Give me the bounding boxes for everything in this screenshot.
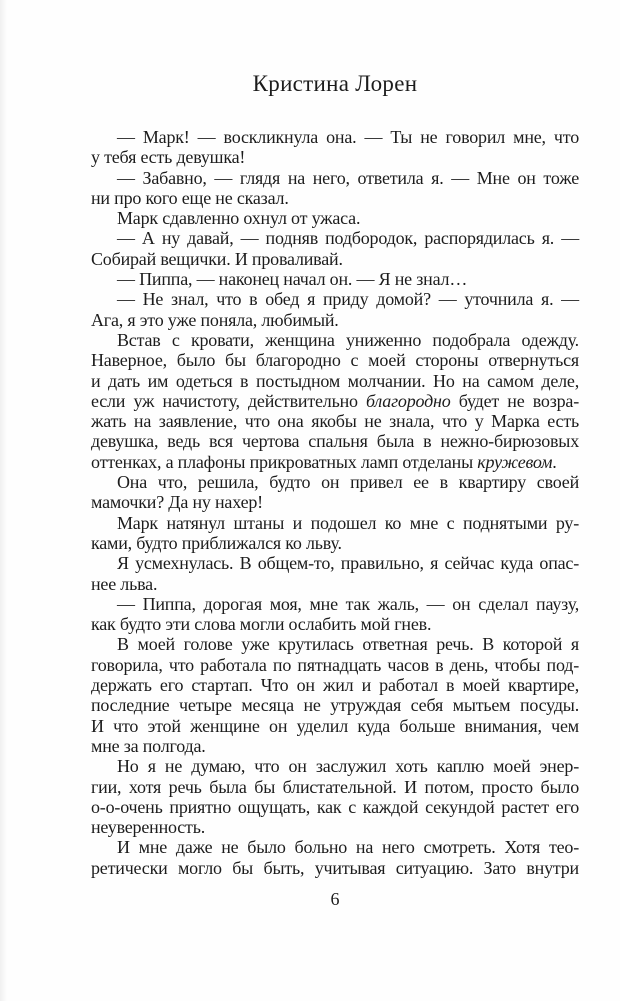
- paragraph: [91, 289, 579, 330]
- text-line: Марк сдавленно охнул от ужаса.: [117, 208, 361, 229]
- text-line: Собирай вещички. И проваливай.: [91, 248, 343, 269]
- paragraph: [91, 208, 579, 228]
- paragraph: [91, 634, 579, 756]
- paragraph: [91, 127, 579, 168]
- text-line: держать его стартап. Что он жил и работал в моей квартире,: [91, 675, 579, 696]
- text-line: у тебя есть девушка!: [91, 147, 246, 168]
- text-line: последние четыре месяца не утруждая себя мытьем посуды.: [91, 695, 579, 716]
- text-line: ни про кого еще не сказал.: [91, 187, 289, 208]
- text-line: говорила, что работала по пятнадцать часов в день, чтобы под-: [91, 654, 579, 675]
- paragraph: [91, 513, 579, 554]
- text-line: Встав с кровати, женщина униженно подобрала одежду.: [117, 329, 579, 350]
- text-line: жать на заявление, что она якобы не знала, что у Марка есть: [91, 411, 579, 432]
- text-line: — Забавно, — глядя на него, ответила я. — Мне он тоже: [117, 167, 579, 188]
- paragraph: [91, 553, 579, 594]
- text-line: девушка, ведь вся чертова спальня была в нежно-бирюзовых: [91, 431, 579, 452]
- text-line: И мне даже не было больно на него смотреть. Хотя тео-: [117, 837, 579, 858]
- text-line: мамочки? Да ну нахер!: [91, 492, 263, 513]
- text-line: В моей голове уже крутилась ответная речь. В которой я: [117, 634, 579, 655]
- text-line: Но я не думаю, что он заслужил хоть каплю моей энер-: [117, 756, 579, 777]
- text-line: гии, хотя речь была бы блистательной. И потом, просто было: [91, 776, 579, 797]
- text-line: неуверенность.: [91, 817, 206, 838]
- text-line: как будто эти слова могли ослабить мой гнев.: [91, 614, 432, 635]
- paragraph: [91, 594, 579, 635]
- text-line: мне за полгода.: [91, 735, 206, 756]
- paragraph: [91, 837, 579, 878]
- text-line: ками, будто приближался ко льву.: [91, 532, 342, 553]
- text-line: о-о-очень приятно ощущать, как с каждой секундой растет его: [91, 796, 579, 817]
- text-line: Ага, я это уже поняла, любимый.: [91, 309, 339, 330]
- text-line: И что этой женщине он уделил куда больше внимания, чем: [91, 715, 579, 736]
- paragraph: [91, 330, 579, 472]
- text-line: Я усмехнулась. В общем-то, правильно, я сейчас куда опас-: [117, 553, 579, 574]
- text-line: — Пиппа, — наконец начал он. — Я не знал…: [117, 269, 468, 290]
- text-line: оттенках, а плафоны прикроватных ламп отделаны кружевом.: [91, 451, 557, 472]
- text-line: ретически могло бы быть, учитывая ситуацию. Зато внутри: [91, 857, 579, 878]
- text-line: если уж начистоту, действительно благородно будет не возра-: [91, 390, 580, 411]
- text-line: Наверное, было бы благородно с моей стороны отвернуться: [91, 350, 579, 371]
- text-line: — Не знал, что в обед я приду домой? — уточнила я. —: [117, 289, 579, 310]
- text-line: — Марк! — воскликнула она. — Ты не говорил мне, что: [117, 127, 579, 147]
- paragraph: [91, 756, 579, 837]
- page-body: [91, 127, 579, 878]
- text-line: нее льва.: [91, 573, 158, 594]
- paragraph: [91, 168, 579, 209]
- running-header: Кристина Лорен: [252, 71, 418, 96]
- text-line: — А ну давай, — подняв подбородок, распорядилась я. —: [117, 228, 579, 249]
- text-line: и дать им одеться в постыдном молчании. Но на самом деле,: [91, 370, 579, 391]
- paragraph: [91, 228, 579, 269]
- text-line: — Пиппа, дорогая моя, мне так жаль, — он сделал паузу,: [117, 593, 579, 614]
- text-line: Марк натянул штаны и подошел ко мне с поднятыми ру-: [117, 512, 579, 533]
- text-line: Она что, решила, будто он привел ее в квартиру своей: [117, 472, 579, 493]
- paragraph: [91, 269, 579, 289]
- page-number: 6: [330, 889, 340, 909]
- paragraph: [91, 472, 579, 513]
